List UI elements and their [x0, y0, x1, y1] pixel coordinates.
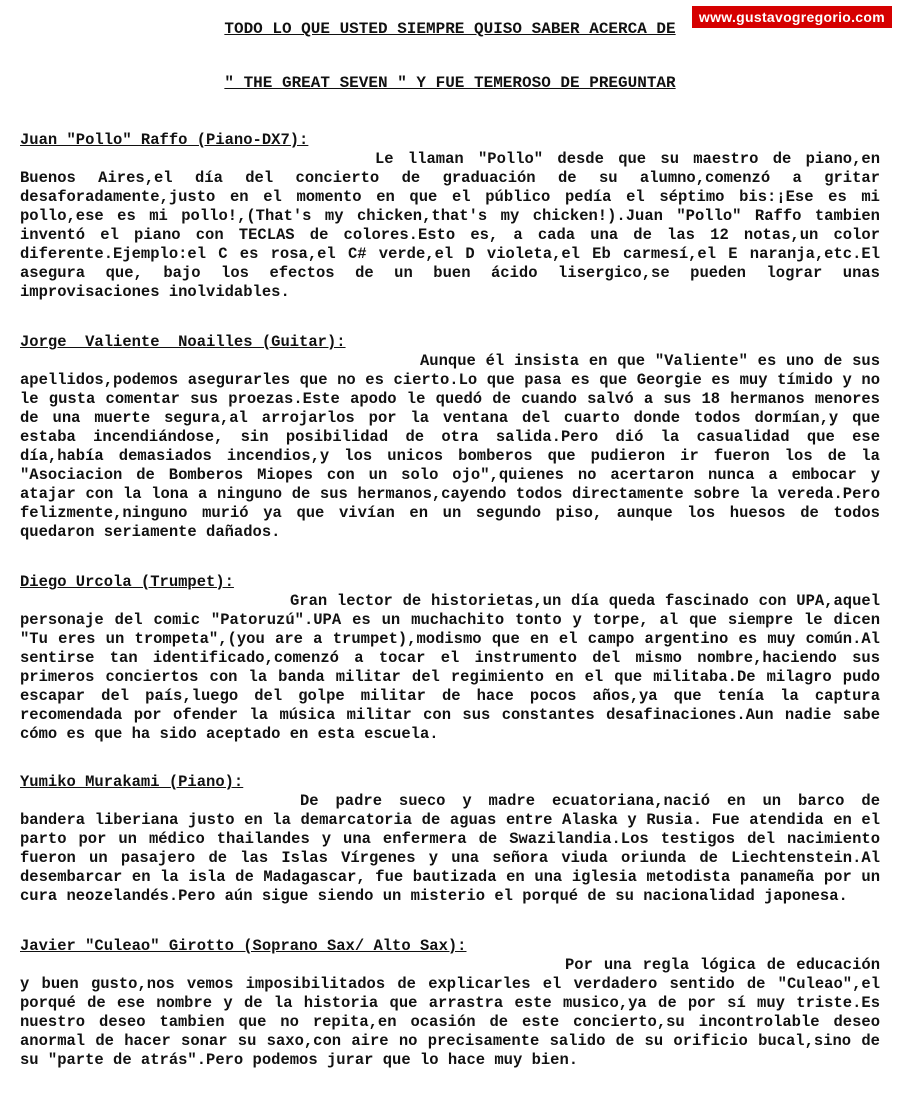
member-bio: De padre sueco y madre ecuatoriana,nació en un barco de bandera liberiana justo en la demarcatoria de aguas entre Alaska y Rusia. Fue atendida en el parto por un médico thailandes y una enfermera de Swazilandia.Los testigos del nacimiento fueron un pasajero de las Islas Vírgenes y una señora viuda oriunda de Liechtenstein.Al desembarcar en la isla de Madagascar, fue bautizada en una iglesia metodista panameña por un cura neozelandés.Pero aún sigue siendo un misterio el porqué de su nacionalidad japonesa.	[20, 792, 880, 905]
member-section-murakami	[20, 772, 880, 906]
member-heading: Juan "Pollo" Raffo (Piano-DX7):	[20, 131, 309, 149]
member-section-raffo	[20, 130, 880, 302]
member-heading: Yumiko Murakami (Piano):	[20, 773, 244, 791]
title-line-1: TODO LO QUE USTED SIEMPRE QUISO SABER ACERCA DE	[224, 20, 676, 38]
member-bio: Por una regla lógica de educación y buen gusto,nos vemos imposibilitados de explicarles el verdadero sentido de "Culeao",el porqué de ese nombre y de la historia que arrastra este musico,ya de por sí muy triste.Es nuestro deseo tambien que no repita,en ocasión de este concierto,su incontrolable deseo anormal de hacer sonar su saxo,con aire no precisamente salido de su orificio bucal,sino de su "parte de atrás".Pero podemos jurar que lo hace muy bien.	[20, 956, 880, 1069]
member-section-urcola	[20, 572, 880, 744]
member-section-girotto	[20, 936, 880, 1070]
member-heading: Jorge Valiente Noailles (Guitar):	[20, 333, 346, 351]
member-heading: Javier "Culeao" Girotto (Soprano Sax/ Alto Sax):	[20, 937, 467, 955]
member-heading: Diego Urcola (Trumpet):	[20, 573, 234, 591]
member-section-noailles	[20, 332, 880, 542]
member-bio: Aunque él insista en que "Valiente" es uno de sus apellidos,podemos asegurarles que no es cierto.Lo que pasa es que Georgie es muy tímido y no le gusta comentar sus proezas.Este apodo le quedó de cuando salvó a sus 18 hermanos menores de una muerte segura,al arrojarlos por la ventana del cuarto donde todos dormían,y que estaba incendiándose, sin posibilidad de otra salida.Pero dió la casualidad que ese día,había demasiados incendios,y los unicos bomberos que pudieron ir fueron los de la "Asociacion de Bomberos Miopes con un solo ojo",quienes no acertaron nunca a embocar y atajar con la lona a ninguno de sus hermanos,cayendo todos directamente sobre la vereda.Pero felizmente,ninguno murió ya que vivían en un segundo piso, aunque los huesos de todos quedaron seriamente dañados.	[20, 352, 880, 541]
member-bio: Gran lector de historietas,un día queda fascinado con UPA,aquel personaje del comic "Patoruzú".UPA es un muchachito tonto y torpe, al que siempre le dicen "Tu eres un trompeta",(you are a trumpet),modismo que en el campo argentino es muy común.Al sentirse tan identificado,comenzó a tocar el instrumento del mismo nombre,haciendo sus primeros conciertos con la banda militar del regimiento en el que militaba.De milagro pudo escapar del país,luego del golpe militar de hace pocos años,ya que tenía la captura recomendada por ofender la música militar con sus constantes desafinaciones.Aun nadie sabe cómo es que ha sido aceptado en esta escuela.	[20, 592, 880, 743]
member-bio: Le llaman "Pollo" desde que su maestro de piano,en Buenos Aires,el día del concierto de graduación de su alumno,comenzó a gritar desaforadamente,justo en el momento en que el público pedía el séptimo bis:¡Ese es mi pollo,ese es mi pollo!,(That's my chicken,that's my chicken!).Juan "Pollo" Raffo tambien inventó el piano con TECLAS de colores.Esto es, a cada una de las 12 notas,un color diferente.Ejemplo:el C es rosa,el C# verde,el D violeta,el Eb carmesí,el E naranja,etc.El asegura que, bajo los efectos de un buen ácido lisergico,se pueden lograr unas improvisaciones inolvidables.	[20, 150, 880, 301]
title-line-2: " THE GREAT SEVEN " Y FUE TEMEROSO DE PREGUNTAR	[224, 74, 676, 92]
website-watermark: www.gustavogregorio.com	[692, 6, 892, 28]
